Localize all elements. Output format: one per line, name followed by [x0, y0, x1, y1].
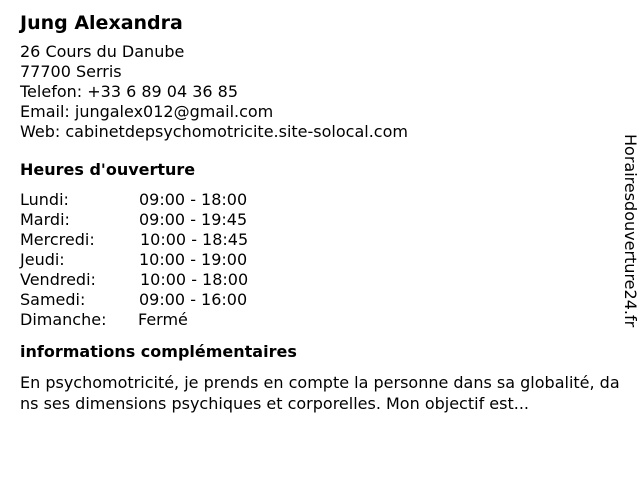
business-name: Jung Alexandra [20, 12, 183, 34]
address-street: 26 Cours du Danube [20, 42, 185, 61]
hours-row-jeudi [20, 250, 620, 270]
email-line[interactable]: Email: jungalex012@gmail.com [20, 102, 274, 121]
site-watermark: Horairesdouverture24.fr [621, 134, 640, 328]
hours-heading: Heures d'ouverture [20, 160, 196, 179]
hours-row-samedi [20, 290, 620, 310]
day-label: Samedi: [20, 290, 86, 309]
address-city: 77700 Serris [20, 62, 122, 81]
info-heading: informations complémentaires [20, 342, 297, 361]
day-label: Dimanche: [20, 310, 107, 329]
hours-row-dimanche [20, 310, 620, 330]
day-label: Mardi: [20, 210, 70, 229]
hours-table [20, 190, 620, 330]
hours-row-mercredi [20, 230, 620, 250]
time-value: 09:00 - 19:45 [139, 210, 248, 229]
contact-block [20, 42, 620, 142]
time-value: 09:00 - 18:00 [139, 190, 248, 209]
time-value: Fermé [138, 310, 188, 329]
time-value: 10:00 - 18:45 [140, 230, 249, 249]
day-label: Lundi: [20, 190, 69, 209]
website-line[interactable]: Web: cabinetdepsychomotricite.site-solocal.com [20, 122, 408, 141]
description-text: En psychomotricité, je prends en compte la personne dans sa globalité, dans ses dimensions psychiques et corporelles. Mon objectif est... [20, 373, 620, 413]
hours-row-mardi [20, 210, 620, 230]
day-label: Vendredi: [20, 270, 96, 289]
hours-row-vendredi [20, 270, 620, 290]
time-value: 10:00 - 18:00 [140, 270, 249, 289]
time-value: 09:00 - 16:00 [139, 290, 248, 309]
day-label: Jeudi: [20, 250, 65, 269]
listing-card [20, 10, 620, 414]
day-label: Mercredi: [20, 230, 95, 249]
phone-line[interactable]: Telefon: +33 6 89 04 36 85 [20, 82, 239, 101]
hours-row-lundi [20, 190, 620, 210]
time-value: 10:00 - 19:00 [139, 250, 248, 269]
